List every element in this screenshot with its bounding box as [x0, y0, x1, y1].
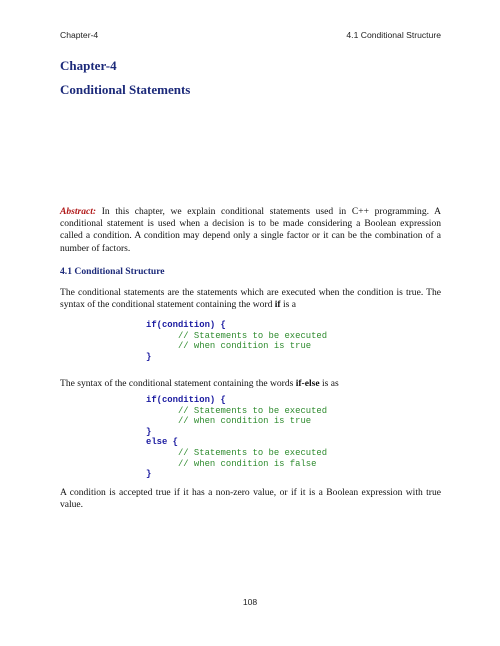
code-comment: // when condition is true: [146, 416, 312, 427]
code-line: else {: [146, 437, 178, 448]
syntax-if-else-paragraph: [60, 378, 441, 390]
code-comment: // Statements to be executed: [146, 330, 328, 341]
code-comment: // Statements to be executed: [146, 447, 328, 458]
page-number: 108: [242, 597, 258, 607]
header-section: 4.1 Conditional Structure: [346, 30, 441, 40]
abstract-text: In this chapter, we explain conditional statements used in C++ programming. A conditional statement is used when a decision is to be made considering a Boolean expression called a condition. A condition may depend only a single factor or it can be the combination of a number of factors.: [60, 206, 441, 254]
syntax-if-paragraph: [60, 287, 441, 311]
code-comment: // Statements to be executed: [146, 405, 328, 416]
code-line: }: [146, 469, 152, 480]
code-comment: // when condition is false: [146, 458, 317, 469]
code-line: }: [146, 351, 152, 362]
code-comment: // when condition is true: [146, 341, 312, 352]
condition-paragraph: A condition is accepted true if it has a non-zero value, or if it is a Boolean expression with true value.: [60, 487, 441, 511]
abstract-label: Abstract:: [60, 206, 97, 217]
code-line: if(condition) {: [146, 395, 226, 405]
chapter-title: Conditional Statements: [60, 82, 191, 97]
abstract-paragraph: [60, 206, 441, 255]
para2-text: The syntax of the conditional statement containing the words: [60, 378, 296, 389]
para1-text: The conditional statements are the statements which are executed when the condition is true. The syntax of the conditional statement containing the word: [60, 287, 441, 311]
para1-keyword: if: [274, 299, 281, 311]
para2-text-end: is as: [319, 378, 339, 389]
para2-keyword: if-else: [295, 378, 320, 389]
chapter-label: Chapter-4: [60, 58, 117, 73]
header-chapter: Chapter-4: [60, 30, 99, 40]
section-heading: 4.1 Conditional Structure: [60, 266, 165, 277]
code-block-if-else: [146, 395, 327, 480]
code-line: }: [146, 426, 152, 437]
para1-text-end: is a: [280, 299, 296, 311]
code-block-if: [146, 320, 327, 362]
code-line: if(condition) {: [146, 320, 226, 330]
